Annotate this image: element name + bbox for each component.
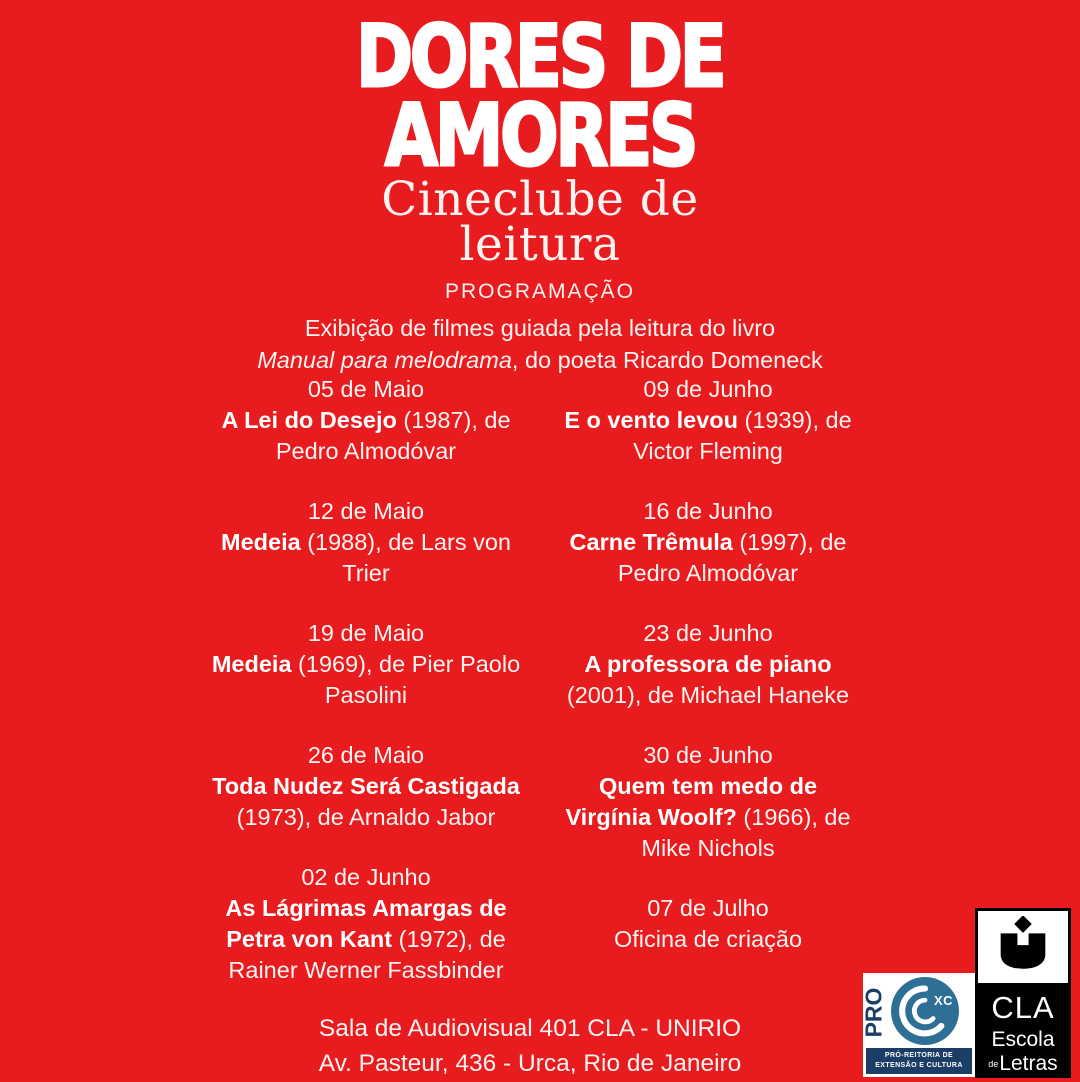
program-column-left [183,374,549,986]
film-details: Oficina de criação [613,926,803,953]
entry-line [183,680,549,711]
program-entry [525,374,891,467]
film-details: Victor Fleming [633,438,783,465]
film-title: Carne Trêmula [569,529,733,556]
entry-line [525,924,891,955]
film-title: Medeia [221,529,301,556]
film-details: (1966), de [736,804,851,831]
film-details: (1997), de [732,529,847,556]
entry-date: 16 de Junho [643,498,773,525]
program-entry [525,740,891,864]
program-heading: PROGRAMAÇÃO [444,280,636,303]
poster-title-line1-text: DORES DE [356,7,724,107]
poster-title-line2 [0,86,1080,187]
entry-date: 30 de Junho [643,742,773,769]
venue-line1: Sala de Audiovisual 401 CLA - UNIRIO [318,1015,742,1042]
cla-school-de: de [988,1059,999,1069]
film-title: E o vento levou [564,407,738,434]
intro-rest: , do poeta Ricardo Domeneck [511,346,823,373]
entry-line [183,649,549,680]
film-details: (1987), de [396,407,511,434]
film-details: Trier [342,560,390,587]
film-details: (1939), de [738,407,852,434]
entry-line [183,955,549,986]
film-details: Rainer Werner Fassbinder [228,957,504,984]
program-entry [183,374,549,467]
poster-subtitle-line1: Cineclube de [381,172,699,228]
entry-date: 19 de Maio [307,620,425,647]
entry-line [183,405,549,436]
proxc-swirl-icon [891,977,959,1045]
entry-line [183,802,549,833]
entry-date: 02 de Junho [301,864,431,891]
film-title: As Lágrimas Amargas de [225,895,507,922]
film-title: A professora de piano [584,651,832,678]
cla-logo [975,908,1071,1078]
entry-line [183,771,549,802]
entry-date: 05 de Maio [307,376,425,402]
entry-line [525,436,891,467]
program-entry [525,893,891,955]
proxc-caption-line2: EXTENSÃO E CULTURA [875,1062,963,1070]
program-intro-line2 [0,345,1080,377]
program-entry [183,862,549,986]
film-details: Pasolini [324,682,408,709]
film-title: Quem tem medo de [598,773,818,800]
poster-title-line2-text: AMORES [384,86,696,187]
entry-line [525,649,891,680]
entry-date: 07 de Julho [647,895,769,922]
proxc-xc-text: XC [933,993,953,1008]
entry-date: 23 de Junho [643,620,773,647]
film-details: Mike Nichols [641,835,775,862]
cla-school-letras: Letras [999,1052,1058,1075]
entry-line [525,833,891,864]
program-intro [0,280,1080,377]
film-title: Petra von Kant [226,926,393,953]
program-column-right [525,374,891,955]
entry-line [525,771,891,802]
entry-line [525,680,891,711]
venue-line2: Av. Pasteur, 436 - Urca, Rio de Janeiro [318,1049,742,1077]
entry-date: 12 de Maio [307,498,425,525]
cla-acronym: CLA [991,990,1055,1025]
entry-line [525,527,891,558]
film-details: Pedro Almodóvar [275,438,457,465]
entry-line [525,558,891,589]
film-title: Medeia [211,651,292,678]
film-title: Toda Nudez Será Castigada [212,773,520,800]
proxc-vertical-text: PRO [860,987,887,1038]
film-details: (1972), de [392,926,506,953]
film-details: (1988), de Lars von [300,529,511,556]
entry-line [183,558,549,589]
film-title: Virgínia Woolf? [565,804,737,831]
entry-line [525,405,891,436]
entry-date: 09 de Junho [643,376,773,402]
film-details: (2001), de Michael Haneke [566,682,850,709]
cla-school-line2 [975,1052,1071,1076]
film-details: (1969), de Pier Paolo [291,651,521,678]
unirio-symbol [978,911,1068,983]
entry-line [183,436,549,467]
proxc-caption-line1: PRÓ-REITORIA DE [884,1052,954,1059]
cla-school-line1: Escola [991,1028,1055,1051]
program-entry [525,496,891,589]
entry-line [183,893,549,924]
title-block [0,7,1080,273]
program-entry [183,618,549,711]
program-entry [183,740,549,833]
book-title: Manual para melodrama [257,346,512,373]
film-details: Pedro Almodóvar [617,560,799,587]
film-title: A Lei do Desejo [221,407,397,434]
proxc-logo [860,973,975,1077]
unirio-u-icon [992,916,1054,978]
poster-subtitle-line2: leitura [459,217,621,273]
entry-line [183,924,549,955]
proxc-caption [866,1048,972,1074]
film-details: (1973), de Arnaldo Jabor [236,804,496,831]
entry-line [525,802,891,833]
program-intro-line1: Exibição de filmes guiada pela leitura do livro [304,315,776,341]
program-entry [183,496,549,589]
entry-line [183,527,549,558]
cla-text-block [975,986,1071,1078]
proxc-logo-main [860,976,972,1046]
program-entry [525,618,891,711]
entry-date: 26 de Maio [307,742,425,769]
spiral-icon [891,977,959,1045]
